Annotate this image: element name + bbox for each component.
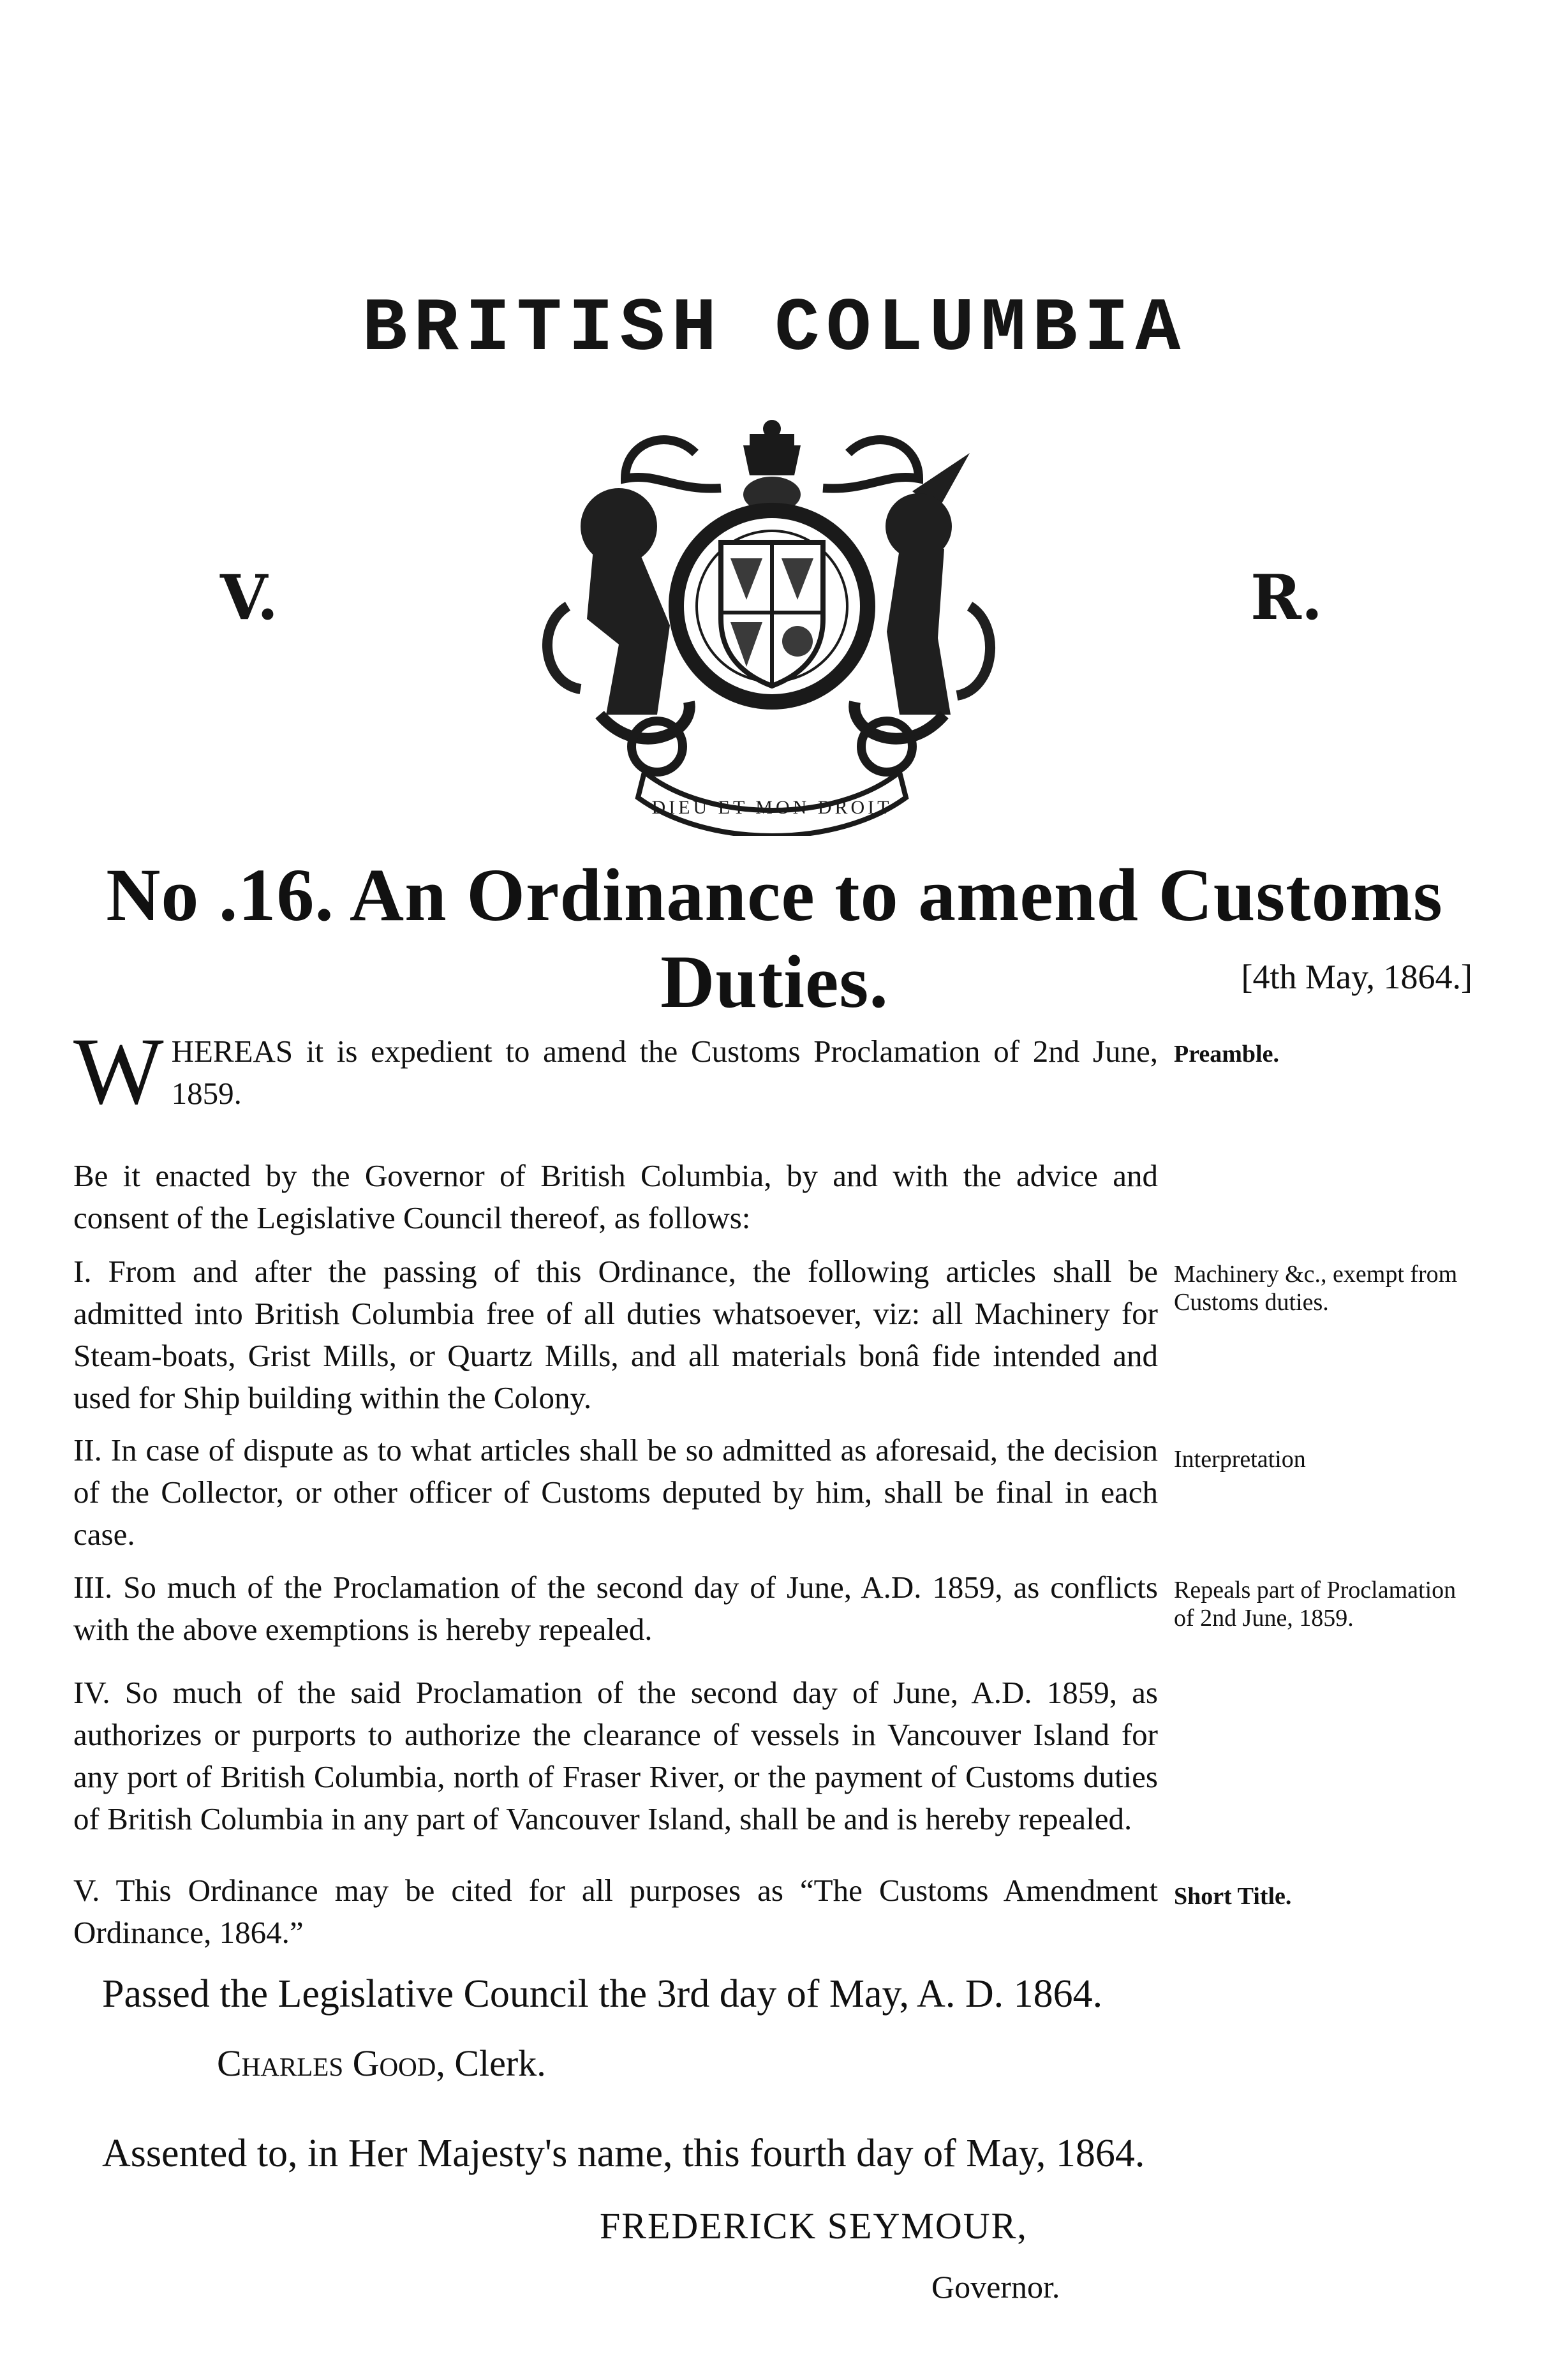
margin-note-section-2: Interpretation (1174, 1446, 1306, 1473)
enacting-clause-text: Be it enacted by the Governor of British Columbia, by and with the advice and consent of the Legislative Council thereof, as follows: (73, 1158, 1158, 1235)
section-3 (73, 1566, 1158, 1651)
preamble-dropcap: W (73, 1018, 164, 1124)
enacting-clause (73, 1155, 1158, 1239)
colony-heading: BRITISH COLUMBIA (362, 287, 1187, 372)
clerk-signature (217, 2042, 546, 2085)
ordinance-date: [4th May, 1864.] (1241, 958, 1472, 996)
royal-cypher-right: R. (1250, 562, 1323, 634)
section-4-text: IV. So much of the said Proclamation of the second day of June, A.D. 1859, as authorizes or purports to authorize the clearance of vessels in Vancouver Island for any port of British Columbia, north of Fraser River, or the payment of Customs duties of British Columbia in any part of Vancouver Island, shall be and is hereby repealed. (73, 1675, 1158, 1836)
section-2-text: II. In case of dispute as to what articles shall be so admitted as aforesaid, the decision of the Collector, or other officer of Customs deputed by him, shall be final in each case. (73, 1432, 1158, 1552)
preamble-text: HEREAS it is expedient to amend the Customs Proclamation of 2nd June, 1859. (171, 1034, 1158, 1111)
clerk-title: Clerk. (454, 2042, 546, 2084)
section-1-text: I. From and after the passing of this Ordinance, the following articles shall be admitted into British Columbia free of all duties whatsoever, viz: all Machinery for Steam-boats, Grist Mills, or Quartz Mills, and all materials bonâ fide intended and used for Ship building within the Colony. (73, 1254, 1158, 1415)
passed-statement: Passed the Legislative Council the 3rd day of May, A. D. 1864. (102, 1972, 1103, 2016)
royal-coat-of-arms-icon (530, 415, 1014, 836)
preamble-paragraph (73, 1018, 1158, 1124)
clerk-name: Charles Good, (217, 2042, 445, 2084)
ordinance-title: No .16. An Ordinance to amend Customs Duties. (106, 853, 1443, 1023)
section-1 (73, 1251, 1158, 1419)
margin-note-section-5: Short Title. (1174, 1883, 1292, 1910)
royal-cypher-left: V. (220, 562, 279, 634)
section-5-text: V. This Ordinance may be cited for all purposes as “The Customs Amendment Ordinance, 1864.” (73, 1873, 1158, 1950)
section-2 (73, 1429, 1158, 1556)
margin-note-section-3: Repeals part of Proclamation of 2nd June, 1859. (1174, 1577, 1456, 1632)
assent-statement: Assented to, in Her Majesty's name, this fourth day of May, 1864. (102, 2132, 1145, 2175)
crest-motto: DIEU ET MON DROIT (651, 797, 893, 818)
governor-title: Governor. (931, 2269, 1060, 2305)
governor-name: FREDERICK SEYMOUR, (600, 2205, 1028, 2247)
margin-note-section-1: Machinery &c., exempt from Customs duties. (1174, 1261, 1458, 1316)
section-5 (73, 1870, 1158, 1954)
section-3-text: III. So much of the Proclamation of the second day of June, A.D. 1859, as conflicts with the above exemptions is hereby repealed. (73, 1570, 1158, 1647)
margin-note-preamble: Preamble. (1174, 1041, 1279, 1067)
section-4 (73, 1672, 1158, 1840)
